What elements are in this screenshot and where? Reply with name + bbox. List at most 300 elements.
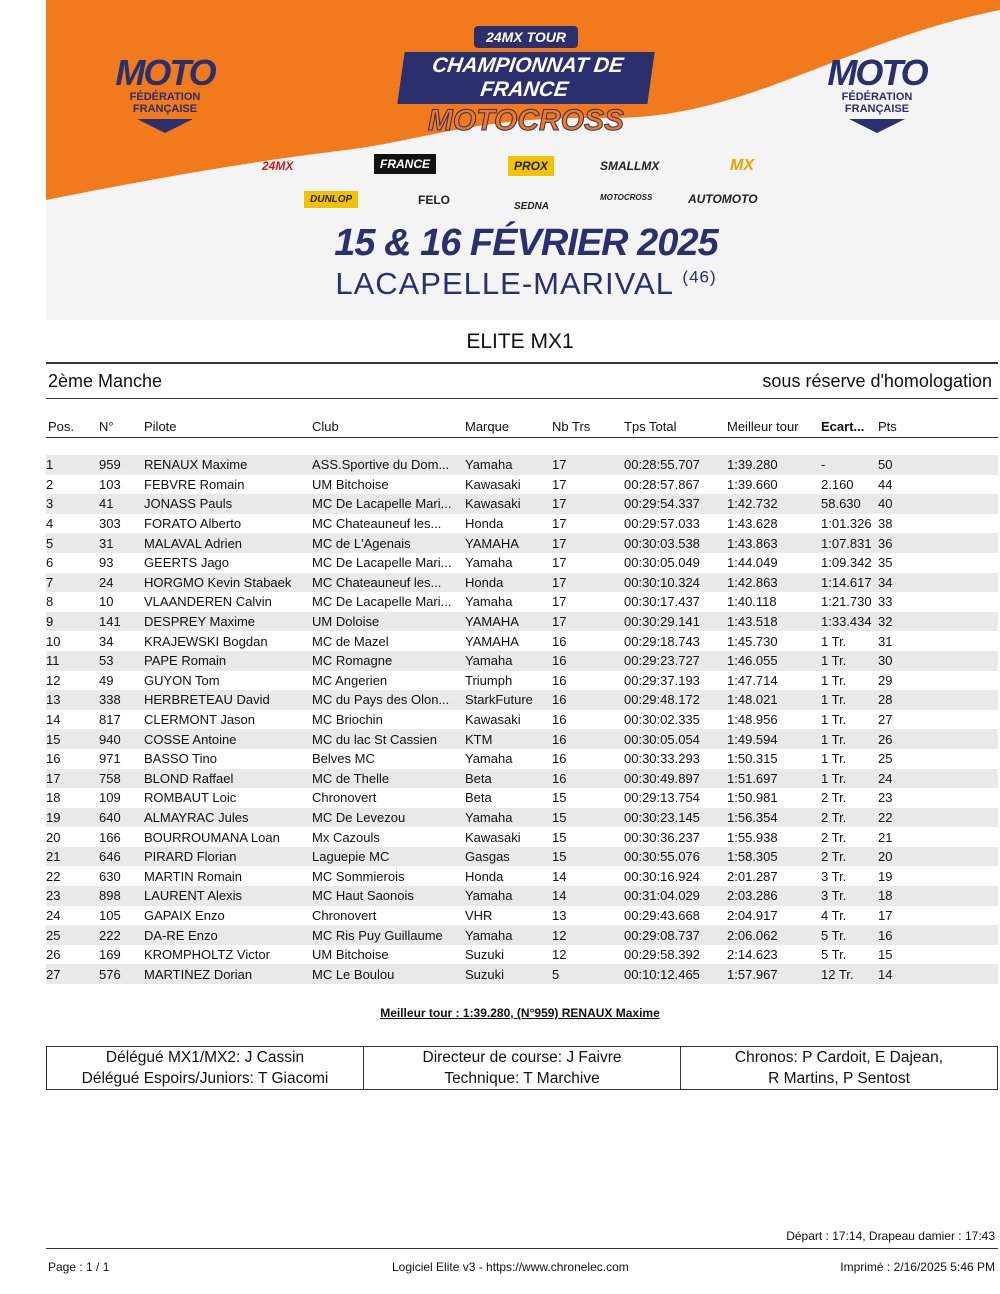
cell-best: 1:47.714 bbox=[727, 672, 778, 688]
cell-marque: Gasgas bbox=[465, 847, 552, 867]
cell-club: MC de L'Agenais bbox=[312, 533, 465, 553]
cell-pts: 25 bbox=[878, 751, 893, 767]
cell-num: 24 bbox=[99, 573, 144, 593]
table-row bbox=[46, 671, 998, 691]
sponsor-france: FRANCE bbox=[374, 154, 436, 174]
cell-pilote: GAPAIX Enzo bbox=[144, 907, 225, 923]
cell-pos: 23 bbox=[46, 886, 99, 906]
cell-best: 1:42.863 bbox=[727, 573, 821, 593]
cell-pts: 16 bbox=[878, 925, 998, 945]
cell-total: 00:30:02.335 bbox=[624, 712, 700, 728]
cell-club: MC De Lacapelle Mari... bbox=[312, 494, 465, 514]
cell-pos: 15 bbox=[46, 729, 99, 749]
cell-pts: 20 bbox=[878, 847, 998, 867]
cell-ecart: - bbox=[821, 455, 878, 475]
cell-club: MC Briochin bbox=[312, 712, 383, 728]
cell-pos: 20 bbox=[46, 829, 61, 845]
cell-pilote: ROMBAUT Loic bbox=[144, 790, 237, 806]
cell-pts: 33 bbox=[878, 594, 893, 610]
cell-pilote: MARTIN Romain bbox=[144, 868, 243, 884]
cell-best: 1:43.863 bbox=[727, 533, 821, 553]
sponsor-motocross: MOTOCROSS bbox=[600, 193, 653, 202]
col-total: Tps Total bbox=[624, 419, 677, 434]
cell-trs: 16 bbox=[552, 769, 624, 789]
cell-total: 00:29:13.754 bbox=[624, 790, 700, 806]
cell-pts: 23 bbox=[878, 790, 893, 806]
sponsor-sedna: SEDNA bbox=[514, 201, 550, 212]
cell-num: 53 bbox=[99, 651, 144, 671]
cell-pts: 29 bbox=[878, 672, 893, 688]
cell-best: 1:39.280 bbox=[727, 455, 821, 475]
cell-pts: 38 bbox=[878, 516, 893, 532]
page-title: ELITE MX1 bbox=[466, 330, 574, 353]
cell-best: 1:46.055 bbox=[727, 651, 821, 671]
cell-marque: YAMAHA bbox=[465, 633, 519, 649]
cell-marque: Yamaha bbox=[465, 555, 513, 571]
cell-num: 303 bbox=[99, 516, 121, 532]
ffm-logo-left: MOTO FÉDÉRATION FRANÇAISE bbox=[100, 55, 230, 133]
cell-pos: 27 bbox=[46, 964, 99, 984]
sponsor-24mx: 24MX bbox=[262, 159, 294, 173]
table-row bbox=[46, 514, 998, 534]
cell-pos: 18 bbox=[46, 790, 61, 806]
cell-ecart: 1:01.326 bbox=[821, 516, 872, 532]
cell-trs: 17 bbox=[552, 455, 624, 475]
table-row bbox=[46, 769, 998, 789]
table-row bbox=[46, 808, 998, 828]
sponsor-dunlop: DUNLOP bbox=[304, 191, 358, 208]
cell-total: 00:29:58.392 bbox=[624, 947, 700, 963]
cell-club: Mx Cazouls bbox=[312, 829, 380, 845]
cell-trs: 14 bbox=[552, 886, 624, 906]
cell-trs: 17 bbox=[552, 533, 624, 553]
cell-trs: 17 bbox=[552, 555, 567, 571]
cell-total: 00:29:57.033 bbox=[624, 516, 700, 532]
best-lap: Meilleur tour : 1:39.280, (N°959) RENAUX Maxime bbox=[380, 1006, 660, 1020]
cell-marque: Suzuki bbox=[465, 947, 505, 963]
cell-num: 169 bbox=[99, 947, 121, 963]
cell-marque: Triumph bbox=[465, 672, 513, 688]
cell-num: 141 bbox=[99, 612, 144, 632]
ffm-logo-right: MOTO FÉDÉRATION FRANÇAISE bbox=[812, 55, 942, 133]
cell-marque: Kawasaki bbox=[465, 476, 521, 492]
event-banner bbox=[46, 0, 1000, 320]
cell-pilote: DA-RE Enzo bbox=[144, 925, 312, 945]
cell-best: 2:06.062 bbox=[727, 925, 821, 945]
cell-marque: Yamaha bbox=[465, 651, 552, 671]
table-row bbox=[46, 494, 998, 514]
cell-pilote: FEBVRE Romain bbox=[144, 476, 245, 492]
footer-rule bbox=[46, 1248, 998, 1249]
cell-pilote: HERBRETEAU David bbox=[144, 690, 312, 710]
cell-ecart: 1:14.617 bbox=[821, 573, 878, 593]
cell-num: 34 bbox=[99, 633, 114, 649]
cell-ecart: 3 Tr. bbox=[821, 886, 878, 906]
cell-pts: 18 bbox=[878, 886, 998, 906]
cell-best: 1:57.967 bbox=[727, 964, 821, 984]
cell-ecart: 5 Tr. bbox=[821, 925, 878, 945]
cell-pilote: VLAANDEREN Calvin bbox=[144, 594, 272, 610]
cell-best: 1:42.732 bbox=[727, 494, 821, 514]
cell-ecart: 12 Tr. bbox=[821, 964, 878, 984]
cell-ecart: 1 Tr. bbox=[821, 651, 878, 671]
cell-trs: 17 bbox=[552, 516, 567, 532]
cell-total: 00:29:48.172 bbox=[624, 690, 727, 710]
cell-trs: 13 bbox=[552, 907, 567, 923]
cell-num: 105 bbox=[99, 907, 121, 923]
cell-num: 646 bbox=[99, 847, 144, 867]
table-row bbox=[46, 533, 998, 553]
cell-num: 576 bbox=[99, 964, 144, 984]
cell-num: 109 bbox=[99, 790, 121, 806]
cell-pilote: PAPE Romain bbox=[144, 651, 312, 671]
cell-total: 00:30:17.437 bbox=[624, 594, 700, 610]
cell-pts: 21 bbox=[878, 829, 893, 845]
table-row bbox=[46, 827, 998, 847]
cell-pos: 10 bbox=[46, 633, 61, 649]
cell-trs: 16 bbox=[552, 712, 567, 728]
cell-pilote: FORATO Alberto bbox=[144, 516, 242, 532]
cell-pos: 3 bbox=[46, 494, 99, 514]
cell-ecart: 1 Tr. bbox=[821, 672, 847, 688]
cell-trs: 16 bbox=[552, 672, 567, 688]
table-row bbox=[46, 573, 998, 593]
cell-best: 1:55.938 bbox=[727, 829, 778, 845]
cell-total: 00:29:18.743 bbox=[624, 633, 700, 649]
event-place-name: LACAPELLE-MARIVAL bbox=[335, 266, 673, 301]
sponsor-prox: PROX bbox=[508, 156, 554, 176]
cell-club: MC Haut Saonois bbox=[312, 886, 465, 906]
cell-best: 1:51.697 bbox=[727, 769, 821, 789]
cell-ecart: 1:07.831 bbox=[821, 533, 878, 553]
table-row bbox=[46, 592, 998, 612]
cell-best: 1:39.660 bbox=[727, 476, 778, 492]
cell-pos: 13 bbox=[46, 690, 99, 710]
cell-total: 00:10:12.465 bbox=[624, 964, 727, 984]
directeur-course: Directeur de course: J Faivre bbox=[422, 1049, 622, 1066]
cell-pts: 15 bbox=[878, 947, 893, 963]
depart-info: Départ : 17:14, Drapeau damier : 17:43 bbox=[786, 1229, 995, 1243]
col-pts: Pts bbox=[878, 419, 897, 434]
footer-printed: Imprimé : 2/16/2025 5:46 PM bbox=[840, 1260, 995, 1274]
footer-software: Logiciel Elite v3 - https://www.chronelec.com bbox=[392, 1260, 629, 1274]
cell-marque: StarkFuture bbox=[465, 690, 552, 710]
cell-pilote: BLOND Raffael bbox=[144, 769, 312, 789]
cell-pos: 2 bbox=[46, 476, 54, 492]
results-table bbox=[46, 455, 998, 984]
cell-pilote: BOURROUMANA Loan bbox=[144, 829, 280, 845]
col-pilote: Pilote bbox=[144, 419, 177, 434]
table-row bbox=[46, 651, 998, 671]
officials-table bbox=[46, 1046, 998, 1090]
cell-trs: 17 bbox=[552, 476, 567, 492]
cell-best: 1:49.594 bbox=[727, 729, 821, 749]
col-best: Meilleur tour bbox=[727, 419, 799, 434]
cell-club: MC Chateauneuf les... bbox=[312, 516, 442, 532]
officials-chronos bbox=[681, 1047, 998, 1090]
cell-pos: 7 bbox=[46, 573, 99, 593]
cell-total: 00:29:43.668 bbox=[624, 907, 700, 923]
cell-ecart: 58.630 bbox=[821, 494, 878, 514]
cell-pos: 26 bbox=[46, 947, 61, 963]
cell-ecart: 2.160 bbox=[821, 476, 854, 492]
cell-ecart: 2 Tr. bbox=[821, 790, 847, 806]
cell-total: 00:29:54.337 bbox=[624, 494, 727, 514]
cell-total: 00:30:36.237 bbox=[624, 829, 700, 845]
cell-trs: 16 bbox=[552, 690, 624, 710]
cell-pts: 14 bbox=[878, 964, 998, 984]
cell-total: 00:29:37.193 bbox=[624, 672, 700, 688]
table-row bbox=[46, 925, 998, 945]
cell-total: 00:29:23.727 bbox=[624, 651, 727, 671]
cell-pilote: GUYON Tom bbox=[144, 672, 220, 688]
cell-club: Chronovert bbox=[312, 790, 377, 806]
cell-pts: 26 bbox=[878, 729, 998, 749]
cell-marque: KTM bbox=[465, 729, 552, 749]
sponsor-smallmx: SMALLMX bbox=[600, 159, 660, 173]
cell-pos: 24 bbox=[46, 907, 61, 923]
table-row bbox=[46, 710, 998, 730]
cell-club: MC Sommierois bbox=[312, 868, 405, 884]
championship-badge: 24MX TOUR CHAMPIONNAT DE FRANCE MOTOCROSS bbox=[401, 26, 651, 146]
cell-best: 1:43.518 bbox=[727, 612, 821, 632]
cell-marque: Yamaha bbox=[465, 925, 552, 945]
cell-num: 10 bbox=[99, 594, 114, 610]
cell-pts: 34 bbox=[878, 573, 998, 593]
sponsor-felo: FELO bbox=[418, 193, 450, 207]
col-club: Club bbox=[312, 419, 339, 434]
cell-club: MC de Thelle bbox=[312, 769, 465, 789]
cell-pilote: JONASS Pauls bbox=[144, 494, 312, 514]
cell-club: MC De Lacapelle Mari... bbox=[312, 555, 452, 571]
cell-marque: Beta bbox=[465, 790, 492, 806]
cell-pilote: RENAUX Maxime bbox=[144, 455, 312, 475]
cell-pilote: KRAJEWSKI Bogdan bbox=[144, 633, 268, 649]
cell-ecart: 1 Tr. bbox=[821, 633, 847, 649]
cell-total: 00:30:16.924 bbox=[624, 868, 700, 884]
cell-marque: Yamaha bbox=[465, 594, 513, 610]
chronos-2: R Martins, P Sentost bbox=[768, 1070, 910, 1087]
footer-page: Page : 1 / 1 bbox=[48, 1260, 110, 1274]
table-row bbox=[46, 475, 998, 495]
cell-trs: 16 bbox=[552, 751, 567, 767]
cell-ecart: 2 Tr. bbox=[821, 847, 878, 867]
cell-num: 31 bbox=[99, 533, 144, 553]
event-place bbox=[286, 266, 766, 302]
cell-pilote: LAURENT Alexis bbox=[144, 886, 312, 906]
table-row bbox=[46, 906, 998, 926]
cell-marque: Kawasaki bbox=[465, 494, 552, 514]
cell-pos: 25 bbox=[46, 925, 99, 945]
cell-marque: Kawasaki bbox=[465, 712, 521, 728]
cell-best: 2:01.287 bbox=[727, 868, 778, 884]
cell-pos: 21 bbox=[46, 847, 99, 867]
table-row bbox=[46, 964, 998, 984]
table-row bbox=[46, 553, 998, 573]
cell-pos: 5 bbox=[46, 533, 99, 553]
cell-pilote: MALAVAL Adrien bbox=[144, 533, 312, 553]
cell-club: MC Romagne bbox=[312, 651, 465, 671]
col-num: N° bbox=[99, 419, 114, 434]
table-row bbox=[46, 945, 998, 965]
cell-best: 1:50.315 bbox=[727, 751, 778, 767]
cell-marque: YAMAHA bbox=[465, 612, 552, 632]
officials-direction bbox=[364, 1047, 681, 1090]
cell-pos: 1 bbox=[46, 455, 99, 475]
cell-pos: 9 bbox=[46, 612, 99, 632]
event-dept: (46) bbox=[682, 267, 717, 287]
cell-ecart: 1:33.434 bbox=[821, 612, 878, 632]
officials-delegues bbox=[47, 1047, 364, 1090]
cell-club: MC De Levezou bbox=[312, 808, 465, 828]
cell-pilote: DESPREY Maxime bbox=[144, 612, 312, 632]
cell-pts: 17 bbox=[878, 907, 893, 923]
cell-pos: 8 bbox=[46, 594, 54, 610]
cell-trs: 12 bbox=[552, 925, 624, 945]
cell-num: 222 bbox=[99, 925, 144, 945]
cell-total: 00:30:55.076 bbox=[624, 847, 727, 867]
cell-pilote: BASSO Tino bbox=[144, 751, 217, 767]
cell-total: 00:30:33.293 bbox=[624, 751, 700, 767]
cell-total: 00:30:03.538 bbox=[624, 533, 727, 553]
cell-club: MC du Pays des Olon... bbox=[312, 690, 465, 710]
cell-marque: Beta bbox=[465, 769, 552, 789]
cell-ecart: 3 Tr. bbox=[821, 868, 847, 884]
col-pos: Pos. bbox=[48, 419, 75, 434]
cell-best: 1:43.628 bbox=[727, 516, 778, 532]
cell-total: 00:28:57.867 bbox=[624, 476, 700, 492]
cell-num: 338 bbox=[99, 690, 144, 710]
cell-best: 2:04.917 bbox=[727, 907, 778, 923]
cell-trs: 15 bbox=[552, 790, 567, 806]
cell-marque: Honda bbox=[465, 573, 552, 593]
chronos-1: Chronos: P Cardoit, E Dajean, bbox=[734, 1049, 944, 1066]
cell-num: 898 bbox=[99, 886, 144, 906]
table-row bbox=[46, 749, 998, 769]
cell-trs: 17 bbox=[552, 494, 624, 514]
cell-trs: 16 bbox=[552, 651, 624, 671]
cell-num: 940 bbox=[99, 729, 144, 749]
cell-best: 1:58.305 bbox=[727, 847, 821, 867]
col-trs: Nb Trs bbox=[552, 419, 591, 434]
cell-pts: 24 bbox=[878, 769, 998, 789]
cell-trs: 16 bbox=[552, 729, 624, 749]
cell-pts: 27 bbox=[878, 712, 893, 728]
cell-pts: 40 bbox=[878, 494, 998, 514]
cell-total: 00:29:08.737 bbox=[624, 925, 727, 945]
table-row bbox=[46, 788, 998, 808]
cell-pos: 19 bbox=[46, 808, 99, 828]
header-rule bbox=[46, 437, 998, 438]
cell-num: 971 bbox=[99, 751, 121, 767]
cell-total: 00:30:10.324 bbox=[624, 573, 727, 593]
cell-pts: 35 bbox=[878, 555, 893, 571]
cell-pos: 17 bbox=[46, 769, 99, 789]
cell-ecart: 4 Tr. bbox=[821, 907, 847, 923]
cell-marque: Yamaha bbox=[465, 886, 552, 906]
cell-marque: VHR bbox=[465, 907, 493, 923]
cell-pos: 14 bbox=[46, 712, 61, 728]
cell-marque: Honda bbox=[465, 868, 504, 884]
cell-best: 1:56.354 bbox=[727, 808, 821, 828]
cell-best: 1:48.956 bbox=[727, 712, 778, 728]
cell-pts: 28 bbox=[878, 690, 998, 710]
manche-rule bbox=[46, 398, 998, 399]
cell-pos: 12 bbox=[46, 672, 61, 688]
cell-trs: 16 bbox=[552, 633, 567, 649]
cell-marque: YAMAHA bbox=[465, 533, 552, 553]
cell-ecart: 1:09.342 bbox=[821, 555, 872, 571]
cell-pos: 11 bbox=[46, 651, 99, 671]
cell-pilote: COSSE Antoine bbox=[144, 729, 312, 749]
cell-trs: 15 bbox=[552, 829, 567, 845]
cell-num: 640 bbox=[99, 808, 144, 828]
cell-ecart: 2 Tr. bbox=[821, 829, 847, 845]
cell-trs: 17 bbox=[552, 573, 624, 593]
cell-num: 630 bbox=[99, 868, 121, 884]
cell-total: 00:30:49.897 bbox=[624, 769, 727, 789]
cell-best: 1:45.730 bbox=[727, 633, 778, 649]
cell-pos: 4 bbox=[46, 516, 54, 532]
cell-marque: Suzuki bbox=[465, 964, 552, 984]
cell-marque: Yamaha bbox=[465, 808, 552, 828]
cell-ecart: 1 Tr. bbox=[821, 729, 878, 749]
cell-pilote: KROMPHOLTZ Victor bbox=[144, 947, 270, 963]
table-row bbox=[46, 886, 998, 906]
cell-pos: 16 bbox=[46, 751, 61, 767]
sponsor-automoto: AUTOMOTO bbox=[688, 192, 758, 206]
cell-pilote: GEERTS Jago bbox=[144, 555, 230, 571]
cell-pilote: MARTINEZ Dorian bbox=[144, 964, 312, 984]
col-ecart: Ecart... bbox=[821, 419, 865, 434]
table-row bbox=[46, 847, 998, 867]
cell-club: UM Bitchoise bbox=[312, 947, 389, 963]
cell-best: 1:50.981 bbox=[727, 790, 778, 806]
cell-num: 49 bbox=[99, 672, 114, 688]
cell-club: MC Chateauneuf les... bbox=[312, 573, 465, 593]
cell-club: MC du lac St Cassien bbox=[312, 729, 465, 749]
cell-pts: 31 bbox=[878, 633, 893, 649]
cell-pos: 6 bbox=[46, 555, 54, 571]
cell-ecart: 1 Tr. bbox=[821, 751, 847, 767]
cell-num: 166 bbox=[99, 829, 121, 845]
technique: Technique: T Marchive bbox=[444, 1070, 600, 1087]
cell-pilote: ALMAYRAC Jules bbox=[144, 808, 312, 828]
cell-trs: 5 bbox=[552, 964, 624, 984]
cell-num: 103 bbox=[99, 476, 121, 492]
cell-club: MC Le Boulou bbox=[312, 964, 465, 984]
cell-pts: 32 bbox=[878, 612, 998, 632]
cell-club: ASS.Sportive du Dom... bbox=[312, 455, 465, 475]
sponsor-mx: MX bbox=[730, 157, 754, 174]
cell-ecart: 2 Tr. bbox=[821, 808, 878, 828]
cell-club: UM Bitchoise bbox=[312, 476, 389, 492]
cell-num: 758 bbox=[99, 769, 144, 789]
cell-best: 1:44.049 bbox=[727, 555, 778, 571]
cell-club: Belves MC bbox=[312, 751, 375, 767]
delegue-espoirs: Délégué Espoirs/Juniors: T Giacomi bbox=[81, 1070, 329, 1087]
cell-best: 1:40.118 bbox=[727, 594, 777, 610]
table-row bbox=[46, 690, 998, 710]
table-row bbox=[46, 612, 998, 632]
cell-pos: 22 bbox=[46, 868, 61, 884]
cell-pilote: PIRARD Florian bbox=[144, 847, 312, 867]
cell-trs: 14 bbox=[552, 868, 567, 884]
col-marque: Marque bbox=[465, 419, 510, 434]
cell-pts: 19 bbox=[878, 868, 893, 884]
cell-best: 2:03.286 bbox=[727, 886, 821, 906]
cell-marque: Yamaha bbox=[465, 751, 513, 767]
